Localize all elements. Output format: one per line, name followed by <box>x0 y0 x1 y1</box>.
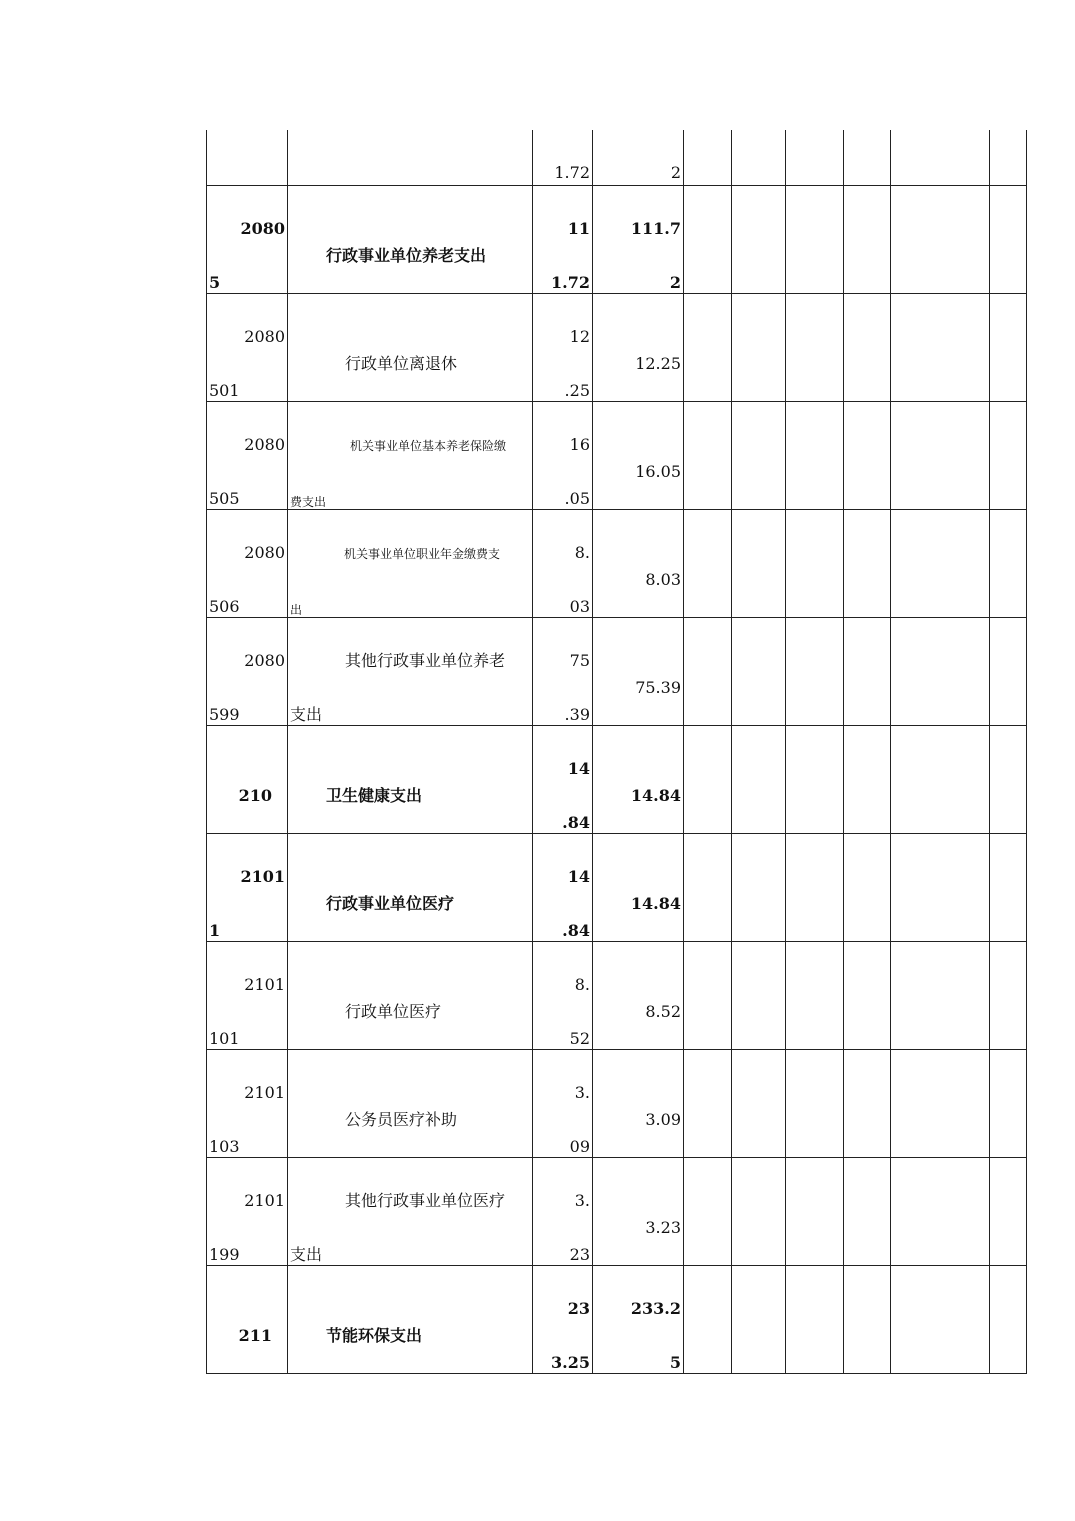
amount1-top: 3. <box>574 1082 590 1102</box>
amount1-cell <box>533 401 593 509</box>
code-cell <box>207 401 288 509</box>
name-cell <box>288 725 533 833</box>
empty-cell <box>732 509 786 617</box>
amount1-cell <box>533 130 593 185</box>
code-top: 2101 <box>244 1082 285 1102</box>
table-row-continuation <box>207 130 1027 185</box>
item-name: 行政单位医疗 <box>345 1001 442 1021</box>
empty-cell <box>786 1049 844 1157</box>
empty-cell <box>844 1265 891 1373</box>
empty-cell <box>684 130 732 185</box>
amount1-top: 23 <box>567 1298 590 1318</box>
empty-cell <box>891 941 990 1049</box>
amount1-cell <box>533 509 593 617</box>
amount2-value: 16.05 <box>635 461 681 481</box>
empty-cell <box>990 401 1027 509</box>
amount1-cell <box>533 941 593 1049</box>
empty-cell <box>732 941 786 1049</box>
amount1-cell <box>533 1049 593 1157</box>
table-row <box>207 1157 1027 1265</box>
amount2-value: 75.39 <box>635 677 681 697</box>
empty-cell <box>786 130 844 185</box>
amount1-top: 12 <box>569 326 590 346</box>
amount2-cell <box>593 1157 684 1265</box>
item-name-bottom: 出 <box>290 602 303 617</box>
code-top: 2080 <box>240 218 285 238</box>
empty-cell <box>891 1157 990 1265</box>
empty-cell <box>990 185 1027 293</box>
empty-cell <box>990 509 1027 617</box>
empty-cell <box>684 509 732 617</box>
empty-cell <box>891 1265 990 1373</box>
code-cell <box>207 185 288 293</box>
empty-cell <box>786 293 844 401</box>
amount2-top: 233.2 <box>630 1298 681 1318</box>
table-row <box>207 617 1027 725</box>
empty-cell <box>844 401 891 509</box>
code-bottom: 506 <box>209 596 240 616</box>
amount2-value: 12.25 <box>635 353 681 373</box>
amount2-cell <box>593 130 684 185</box>
amount2-value: 2 <box>670 163 681 182</box>
code-top: 2101 <box>240 866 285 886</box>
code-top: 2080 <box>244 434 285 454</box>
name-cell <box>288 1157 533 1265</box>
empty-cell <box>732 617 786 725</box>
amount1-bottom: .84 <box>562 812 590 832</box>
empty-cell <box>732 833 786 941</box>
empty-cell <box>990 1265 1027 1373</box>
code-value: 211 <box>238 1325 272 1345</box>
code-bottom: 5 <box>209 272 221 292</box>
empty-cell <box>786 509 844 617</box>
amount2-value: 8.52 <box>645 1001 681 1021</box>
code-cell <box>207 617 288 725</box>
item-name-bottom: 支出 <box>290 704 323 724</box>
empty-cell <box>990 941 1027 1049</box>
code-bottom: 1 <box>209 920 221 940</box>
item-name: 行政单位离退休 <box>345 353 458 373</box>
code-value: 210 <box>238 785 272 805</box>
empty-cell <box>732 293 786 401</box>
code-top: 2080 <box>244 326 285 346</box>
amount1-bottom: 1.72 <box>551 272 590 292</box>
item-name: 行政事业单位养老支出 <box>326 245 487 265</box>
amount1-cell <box>533 293 593 401</box>
empty-cell <box>990 725 1027 833</box>
empty-cell <box>891 725 990 833</box>
empty-cell <box>844 617 891 725</box>
budget-table <box>206 130 1027 1374</box>
empty-cell <box>684 293 732 401</box>
amount2-cell <box>593 833 684 941</box>
name-cell <box>288 130 533 185</box>
empty-cell <box>891 293 990 401</box>
empty-cell <box>684 185 732 293</box>
empty-cell <box>844 185 891 293</box>
item-name-top: 其他行政事业单位养老 <box>345 650 506 670</box>
amount1-bottom: 23 <box>569 1244 590 1264</box>
amount1-cell <box>533 1157 593 1265</box>
table-row <box>207 1049 1027 1157</box>
amount2-top: 111.7 <box>630 218 681 238</box>
empty-cell <box>786 401 844 509</box>
empty-cell <box>990 1049 1027 1157</box>
code-cell <box>207 293 288 401</box>
empty-cell <box>786 617 844 725</box>
amount2-value: 14.84 <box>630 893 681 913</box>
amount2-cell <box>593 1049 684 1157</box>
table-row <box>207 185 1027 293</box>
name-cell <box>288 401 533 509</box>
amount2-value: 8.03 <box>645 569 681 589</box>
amount2-bottom: 2 <box>669 272 681 292</box>
name-cell <box>288 617 533 725</box>
code-bottom: 501 <box>209 380 240 400</box>
amount2-value: 14.84 <box>630 785 681 805</box>
amount1-top: 8. <box>574 542 590 562</box>
item-name: 公务员医疗补助 <box>345 1109 458 1129</box>
empty-cell <box>990 1157 1027 1265</box>
name-cell <box>288 293 533 401</box>
amount2-bottom: 5 <box>669 1352 681 1372</box>
item-name-top: 机关事业单位职业年金缴费支 <box>344 546 501 561</box>
amount1-top: 8. <box>574 974 590 994</box>
name-cell <box>288 1265 533 1373</box>
item-name-top: 机关事业单位基本养老保险缴 <box>350 438 507 453</box>
amount1-bottom: .39 <box>564 704 590 724</box>
budget-table-sheet <box>206 130 1026 1374</box>
table-row <box>207 509 1027 617</box>
code-cell <box>207 725 288 833</box>
empty-cell <box>844 941 891 1049</box>
amount2-cell <box>593 1265 684 1373</box>
empty-cell <box>990 617 1027 725</box>
amount1-top: 3. <box>574 1190 590 1210</box>
code-bottom: 103 <box>209 1136 240 1156</box>
amount2-cell <box>593 509 684 617</box>
empty-cell <box>786 1265 844 1373</box>
empty-cell <box>891 401 990 509</box>
item-name: 卫生健康支出 <box>326 785 423 805</box>
empty-cell <box>786 725 844 833</box>
amount1-bottom: 03 <box>569 596 590 616</box>
amount2-value: 3.23 <box>645 1217 681 1237</box>
amount1-value: 1.72 <box>554 163 590 182</box>
empty-cell <box>844 725 891 833</box>
code-top: 2101 <box>244 1190 285 1210</box>
amount1-bottom: 3.25 <box>551 1352 590 1372</box>
name-cell <box>288 185 533 293</box>
name-cell <box>288 1049 533 1157</box>
amount2-cell <box>593 617 684 725</box>
empty-cell <box>684 725 732 833</box>
empty-cell <box>684 1049 732 1157</box>
empty-cell <box>844 1049 891 1157</box>
empty-cell <box>891 130 990 185</box>
code-bottom: 101 <box>209 1028 240 1048</box>
code-bottom: 599 <box>209 704 240 724</box>
empty-cell <box>844 1157 891 1265</box>
item-name-bottom: 支出 <box>290 1244 323 1264</box>
empty-cell <box>844 509 891 617</box>
code-top: 2080 <box>244 650 285 670</box>
amount1-bottom: 52 <box>569 1028 590 1048</box>
amount1-cell <box>533 833 593 941</box>
amount1-top: 16 <box>569 434 590 454</box>
empty-cell <box>732 725 786 833</box>
amount2-cell <box>593 941 684 1049</box>
amount1-cell <box>533 185 593 293</box>
code-cell <box>207 509 288 617</box>
empty-cell <box>891 617 990 725</box>
empty-cell <box>891 1049 990 1157</box>
table-row <box>207 401 1027 509</box>
amount1-bottom: .25 <box>564 380 590 400</box>
empty-cell <box>786 185 844 293</box>
code-bottom: 505 <box>209 488 240 508</box>
empty-cell <box>732 1157 786 1265</box>
amount2-cell <box>593 725 684 833</box>
item-name-bottom: 费支出 <box>290 494 327 509</box>
table-row <box>207 1265 1027 1373</box>
empty-cell <box>684 1157 732 1265</box>
amount1-bottom: .84 <box>562 920 590 940</box>
empty-cell <box>990 833 1027 941</box>
code-cell <box>207 1049 288 1157</box>
empty-cell <box>786 833 844 941</box>
empty-cell <box>732 401 786 509</box>
table-row <box>207 833 1027 941</box>
empty-cell <box>891 833 990 941</box>
empty-cell <box>990 130 1027 185</box>
empty-cell <box>891 509 990 617</box>
amount1-bottom: .05 <box>564 488 590 508</box>
amount1-top: 14 <box>567 758 590 778</box>
empty-cell <box>684 401 732 509</box>
code-top: 2101 <box>244 974 285 994</box>
item-name: 行政事业单位医疗 <box>326 893 455 913</box>
table-row <box>207 941 1027 1049</box>
empty-cell <box>990 293 1027 401</box>
amount1-cell <box>533 725 593 833</box>
name-cell <box>288 941 533 1049</box>
code-cell <box>207 1265 288 1373</box>
amount1-top: 14 <box>567 866 590 886</box>
code-cell <box>207 1157 288 1265</box>
amount2-cell <box>593 401 684 509</box>
empty-cell <box>844 130 891 185</box>
empty-cell <box>732 1049 786 1157</box>
empty-cell <box>684 617 732 725</box>
amount2-cell <box>593 293 684 401</box>
code-bottom: 199 <box>209 1244 240 1264</box>
item-name-top: 其他行政事业单位医疗 <box>345 1190 506 1210</box>
amount1-top: 75 <box>569 650 590 670</box>
empty-cell <box>684 941 732 1049</box>
empty-cell <box>732 1265 786 1373</box>
amount1-top: 11 <box>567 218 590 238</box>
empty-cell <box>684 1265 732 1373</box>
empty-cell <box>732 185 786 293</box>
name-cell <box>288 833 533 941</box>
amount2-value: 3.09 <box>645 1109 681 1129</box>
empty-cell <box>786 941 844 1049</box>
code-cell <box>207 833 288 941</box>
amount2-cell <box>593 185 684 293</box>
code-cell <box>207 130 288 185</box>
empty-cell <box>844 293 891 401</box>
code-cell <box>207 941 288 1049</box>
empty-cell <box>844 833 891 941</box>
empty-cell <box>891 185 990 293</box>
code-top: 2080 <box>244 542 285 562</box>
amount1-cell <box>533 617 593 725</box>
empty-cell <box>786 1157 844 1265</box>
empty-cell <box>684 833 732 941</box>
name-cell <box>288 509 533 617</box>
empty-cell <box>732 130 786 185</box>
amount1-cell <box>533 1265 593 1373</box>
table-row <box>207 725 1027 833</box>
table-row <box>207 293 1027 401</box>
amount1-bottom: 09 <box>569 1136 590 1156</box>
item-name: 节能环保支出 <box>326 1325 423 1345</box>
